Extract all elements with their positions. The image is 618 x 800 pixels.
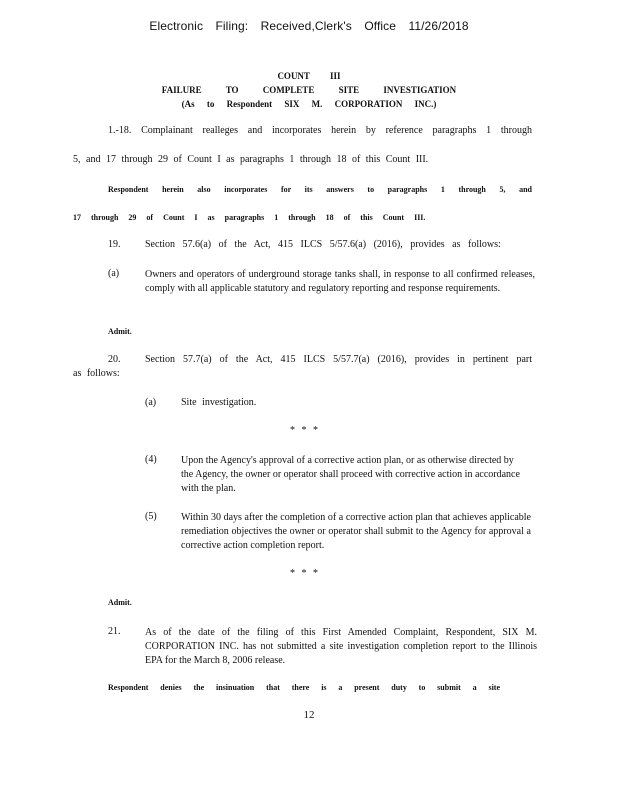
count-heading-line3: (As to Respondent SIX M. CORPORATION INC.) (181, 99, 437, 109)
paragraph-20-sub-5-text: Within 30 days after the completion of a corrective action plan that achieves applicable remediation objectives the owner or operator shall submit to the Agency for approval a corrective action completion report. (181, 512, 531, 551)
paragraph-20-line1: Section 57.7(a) of the Act, 415 ILCS 5/57.7(a) (2016), provides in pertinent part (145, 354, 532, 365)
response-21: Respondent denies the insinuation that there is a present duty to submit a site (108, 683, 500, 692)
response-1-18-line1: Respondent herein also incorporates for its answers to paragraphs 1 through 5, and (108, 185, 532, 194)
filing-header: Electronic Filing: Received,Clerk's Office 11/26/2018 (149, 19, 469, 33)
paragraph-20-sub-4-label: (4) (145, 454, 157, 465)
paragraph-20-sub-a-text: Site investigation. (181, 397, 257, 408)
count-heading-line1: COUNT III (277, 71, 341, 81)
paragraph-20-sub-5-label: (5) (145, 511, 157, 522)
response-1-18-line2: 17 through 29 of Count I as paragraphs 1 through 18 of this Count III. (73, 213, 426, 222)
response-19: Admit. (108, 327, 132, 336)
paragraph-1-18-line2: 5, and 17 through 29 of Count I as paragraphs 1 through 18 of this Count III. (73, 154, 429, 165)
paragraph-20-number: 20. (108, 354, 121, 365)
paragraph-21-text: As of the date of the filing of this First Amended Complaint, Respondent, SIX M. CORPORATION INC. has not submitted a site investigation completion report to the Illinois EPA for the March 8, 2006 release. (145, 627, 537, 666)
paragraph-20-sub-a-label: (a) (145, 397, 157, 408)
paragraph-1-18-line1: 1.-18. Complainant realleges and incorporates herein by reference paragraphs 1 through (108, 125, 532, 136)
section-break-stars-2: * * * (290, 568, 320, 579)
paragraph-20-sub-4-text: Upon the Agency's approval of a corrective action plan, or as otherwise directed by the Agency, the owner or operator shall proceed with corrective action in accordance with the plan. (181, 455, 520, 494)
paragraph-19-number: 19. (108, 239, 121, 250)
paragraph-20-line2: as follows: (73, 368, 120, 379)
response-20: Admit. (108, 598, 132, 607)
paragraph-19-sub-a-text: Owners and operators of underground storage tanks shall, in response to all confirmed releases, comply with all applicable statutory and regulatory reporting and response requirements. (145, 269, 535, 294)
page-number: 12 (303, 709, 315, 721)
paragraph-19-text: Section 57.6(a) of the Act, 415 ILCS 5/57.6(a) (2016), provides as follows: (145, 239, 501, 250)
paragraph-21-number: 21. (108, 626, 121, 637)
paragraph-19-sub-a-label: (a) (108, 268, 120, 279)
section-break-stars-1: * * * (290, 425, 320, 436)
count-heading-line2: FAILURE TO COMPLETE SITE INVESTIGATION (161, 85, 457, 95)
